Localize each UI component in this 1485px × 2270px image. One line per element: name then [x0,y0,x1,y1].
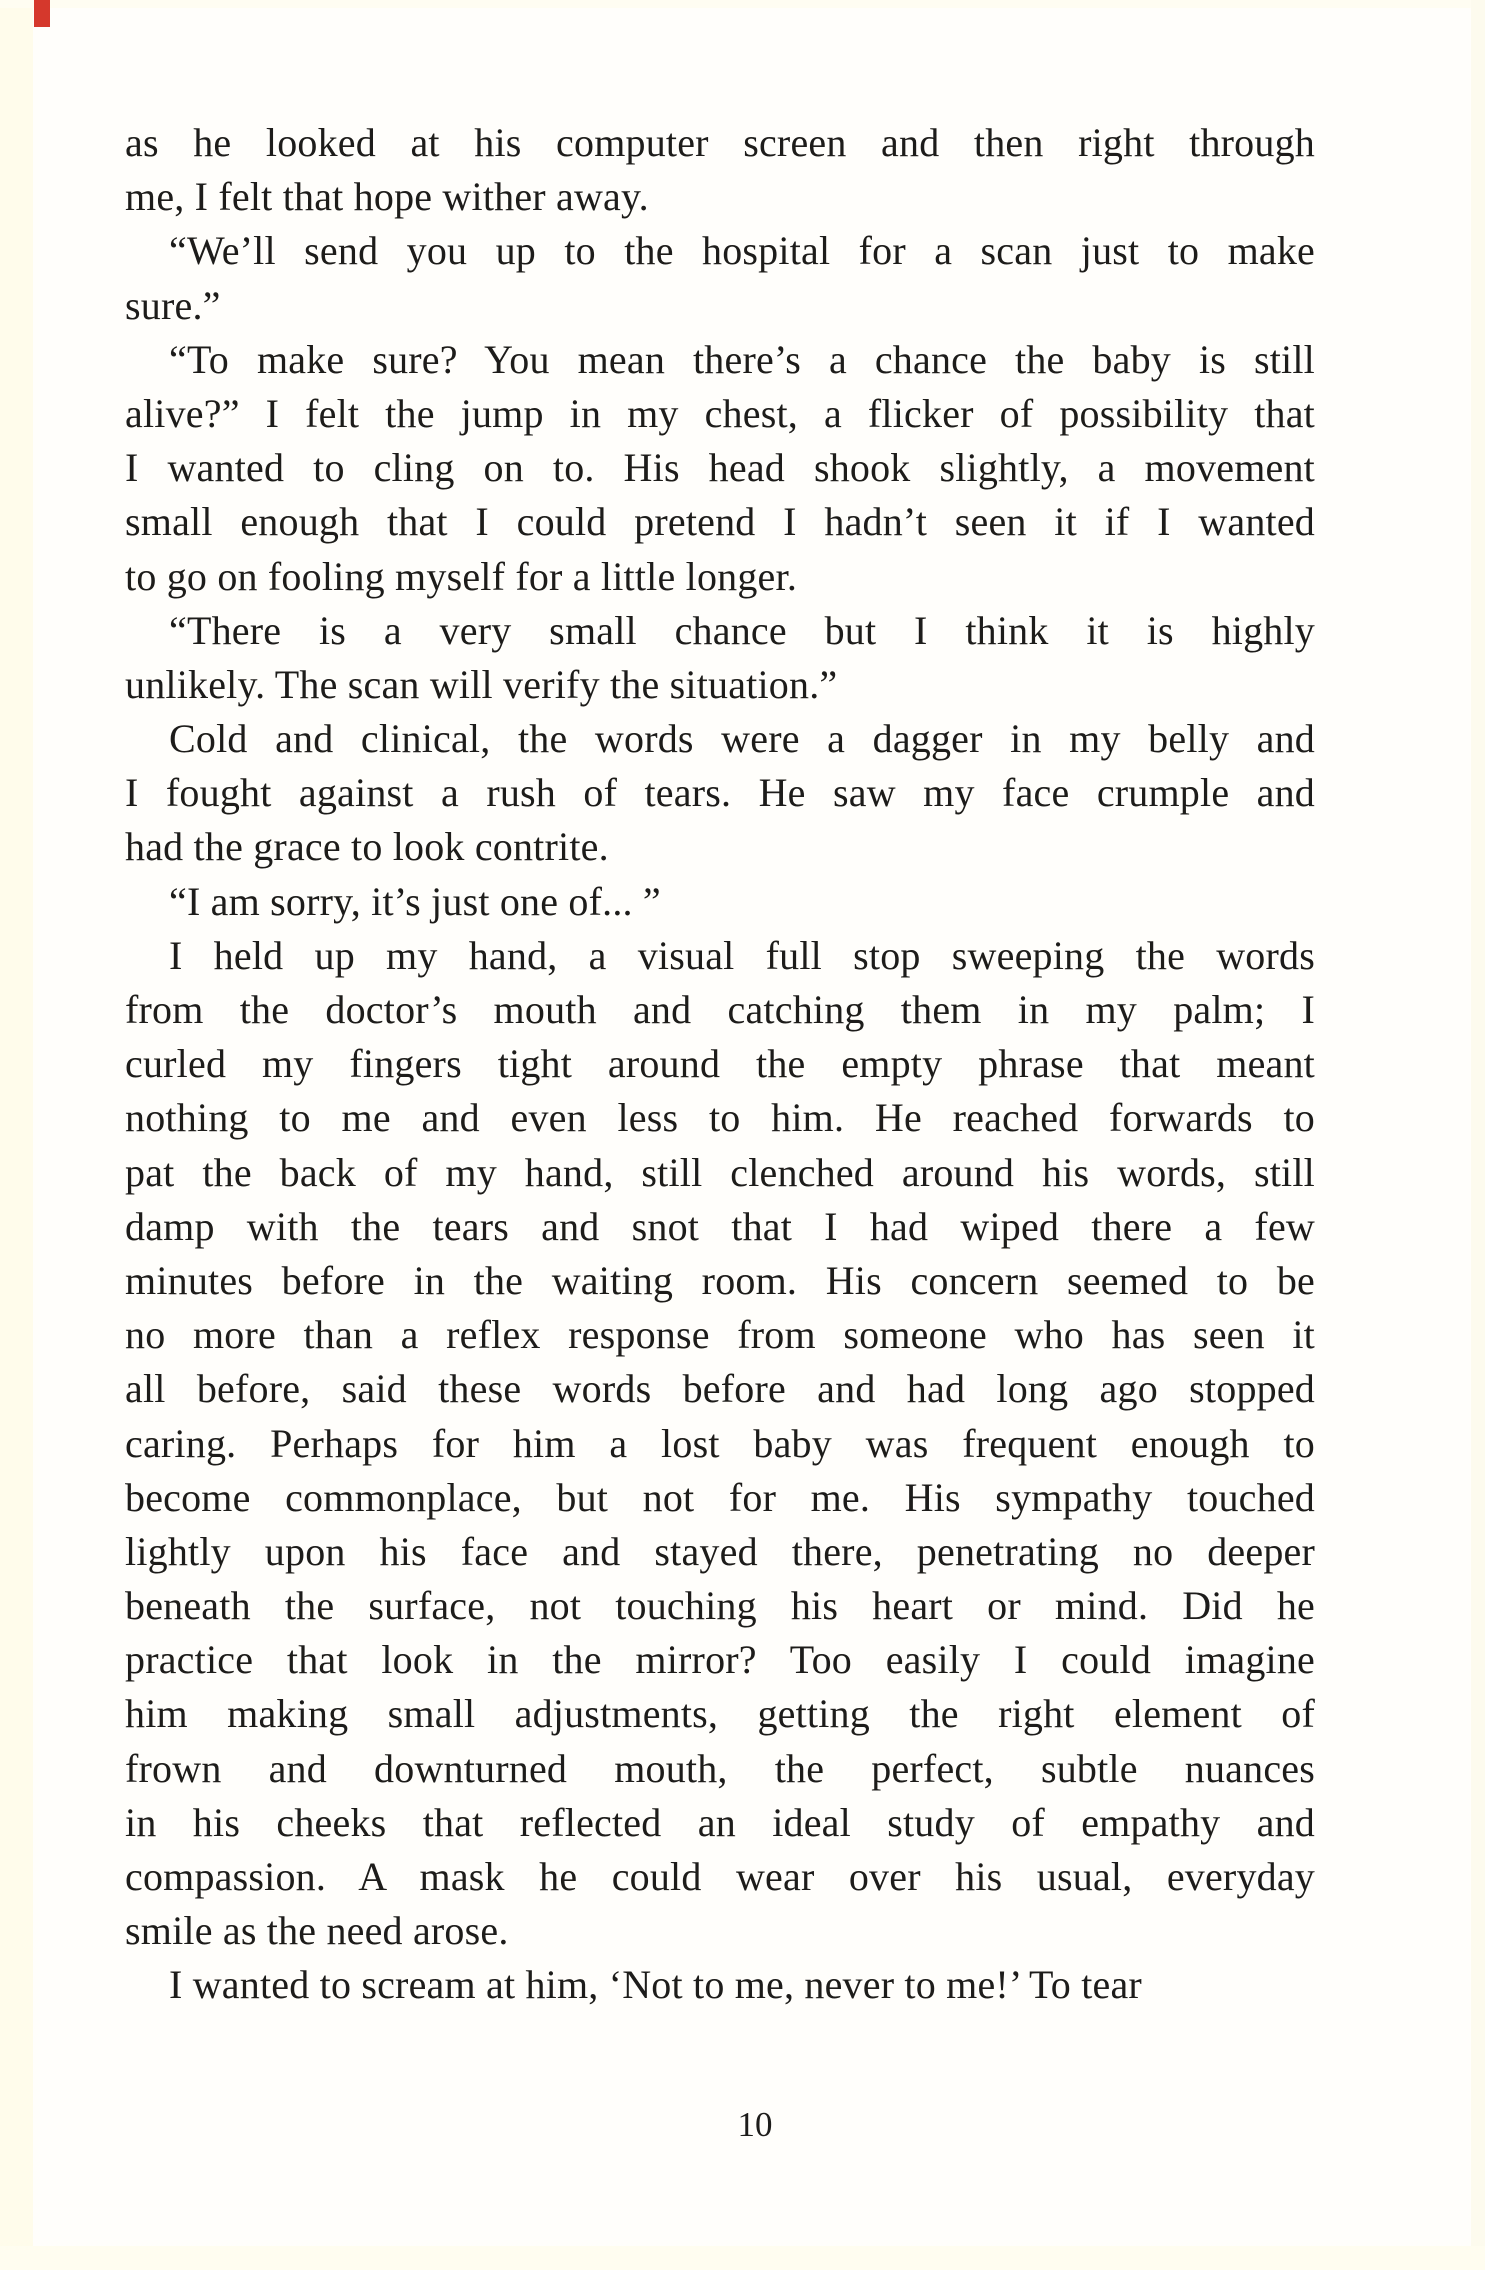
scan-edge-bottom [0,2246,1485,2270]
text-line: as he looked at his computer screen and then right through [125,120,1315,165]
text-line: “There is a very small chance but I think it is highly [169,607,1315,653]
text-line: I wanted to cling on to. His head shook slightly, a movement [125,445,1315,491]
text-line: damp with the tears and snot that I had wiped there a few [125,1203,1315,1249]
text-line: in his cheeks that reflected an ideal study of empathy and [125,1799,1315,1845]
page-text [125,116,1315,2013]
text-line: all before, said these words before and had long ago stopped [125,1366,1315,1412]
text-line: nothing to me and even less to him. He reached forwards to [125,1095,1315,1141]
text-line: from the doctor’s mouth and catching them in my palm; I [125,987,1315,1032]
scan-edge-top [0,0,1485,8]
text-line: “To make sure? You mean there’s a chance the baby is still [169,336,1315,382]
text-line: “We’ll send you up to the hospital for a scan just to make [169,228,1315,274]
text-line: caring. Perhaps for him a lost baby was frequent enough to [125,1420,1315,1466]
text-line: practice that look in the mirror? Too easily I could imagine [125,1637,1315,1683]
text-line: minutes before in the waiting room. His concern seemed to be [125,1257,1315,1303]
text-line: beneath the surface, not touching his heart or mind. Did he [125,1583,1315,1629]
text-line: I wanted to scream at him, ‘Not to me, never to me!’ To tear [169,1962,1142,2008]
text-line: me, I felt that hope wither away. [125,174,649,220]
text-line: Cold and clinical, the words were a dagger in my belly and [169,716,1315,762]
text-line: small enough that I could pretend I hadn’t seen it if I wanted [125,499,1315,545]
text-line: “I am sorry, it’s just one of... ” [169,878,661,924]
text-line: become commonplace, but not for me. His sympathy touched [125,1474,1315,1520]
text-line: no more than a reflex response from someone who has seen it [125,1312,1315,1358]
scan-edge-left [0,0,33,2270]
red-scan-mark [34,0,50,27]
text-line: him making small adjustments, getting the right element of [125,1691,1315,1737]
text-line: to go on fooling myself for a little longer. [125,553,798,599]
text-line: lightly upon his face and stayed there, penetrating no deeper [125,1528,1315,1574]
text-line: smile as the need arose. [125,1908,509,1954]
text-line: I held up my hand, a visual full stop sweeping the words [169,932,1315,978]
text-line: alive?” I felt the jump in my chest, a flicker of possibility that [125,390,1315,436]
text-line: sure.” [125,282,221,328]
text-line: pat the back of my hand, still clenched around his words, still [125,1149,1315,1195]
text-line: I fought against a rush of tears. He saw my face crumple and [125,770,1315,816]
page-number: 10 [737,2105,773,2144]
text-line: curled my fingers tight around the empty phrase that meant [125,1041,1315,1087]
text-line: frown and downturned mouth, the perfect, subtle nuances [125,1745,1315,1791]
text-line: compassion. A mask he could wear over his usual, everyday [125,1854,1315,1899]
text-line: had the grace to look contrite. [125,824,609,870]
text-line: unlikely. The scan will verify the situation.” [125,661,838,707]
scan-edge-right [1471,0,1485,2270]
